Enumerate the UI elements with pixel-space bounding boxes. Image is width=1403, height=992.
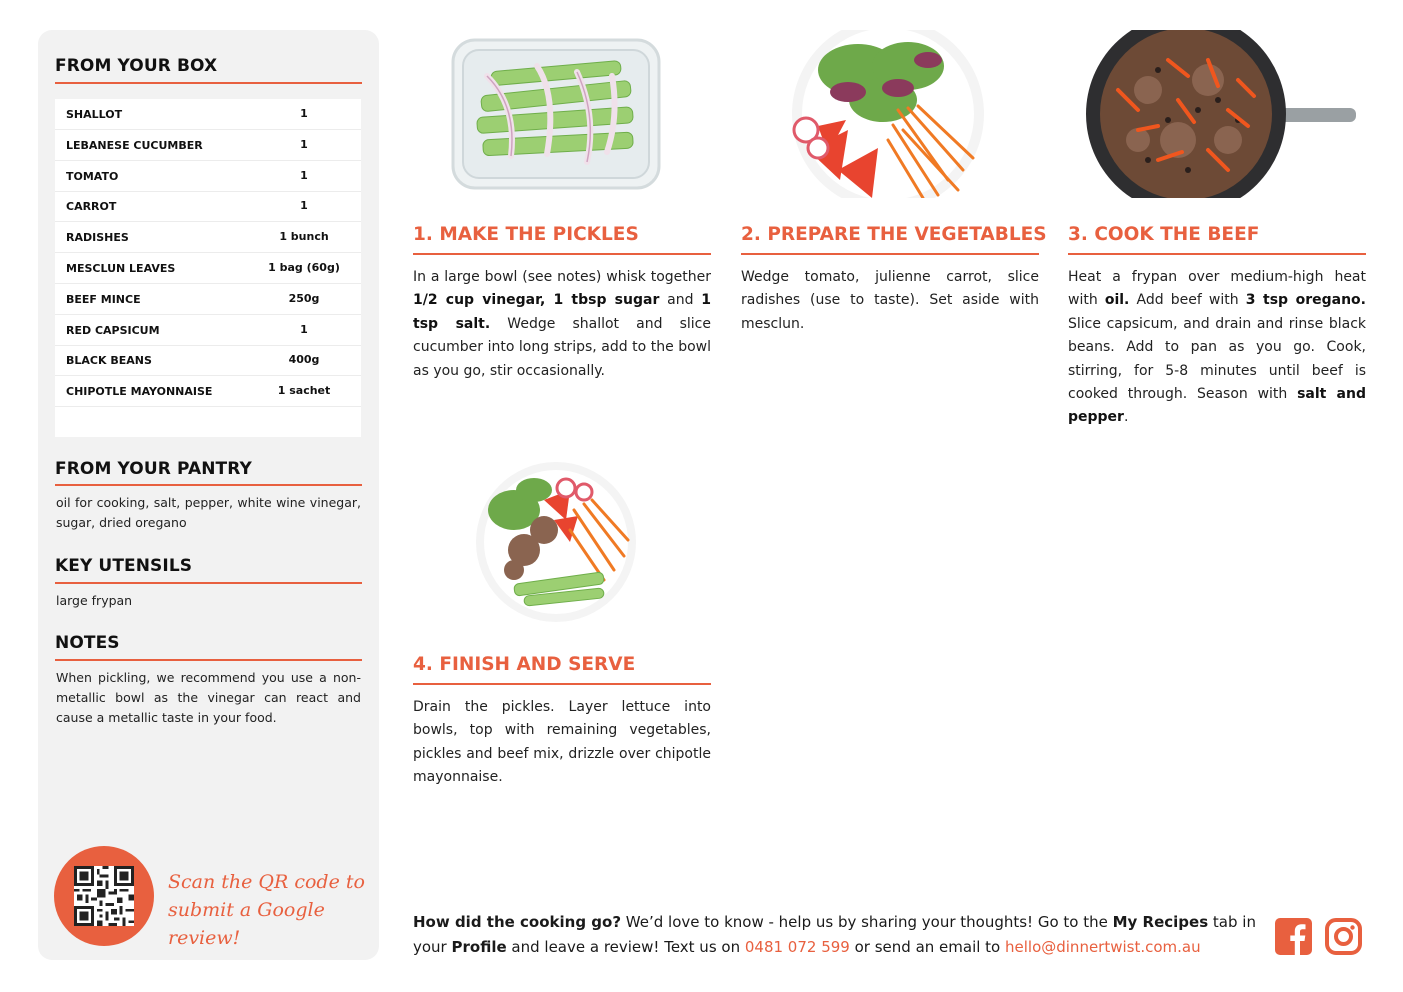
step-3-text: Add beef with [1129, 292, 1246, 309]
step-1-text: In a large bowl (see notes) whisk together [413, 269, 711, 285]
ingredient-name: MESCLUN LEAVES [66, 262, 176, 275]
step-4-rule [413, 683, 711, 685]
profile-reference: Profile [451, 938, 507, 956]
pantry-text: oil for cooking, salt, pepper, white wine vinegar, sugar, dried oregano [56, 495, 361, 530]
ingredient-row [55, 222, 361, 253]
pickles-container-image [447, 36, 665, 192]
ingredient-quantity: 1 [300, 107, 308, 120]
step-1-body [413, 266, 711, 383]
key-utensils-heading: KEY UTENSILS [55, 556, 193, 576]
step-1-text: Wedge shallot and slice cucumber into long strips, add to the bowl as you go, stir occasionally. [413, 315, 711, 379]
review-footer [413, 910, 1263, 960]
ingredient-name: LEBANESE CUCUMBER [66, 138, 203, 152]
step-4-text: Drain the pickles. Layer lettuce into bowls, top with remaining vegetables, pickles and beef mix, drizzle over chipotle mayonnaise. [413, 699, 711, 786]
ingredient-row [55, 345, 361, 376]
step-1-rule [413, 253, 711, 255]
ingredient-row [55, 161, 361, 192]
step-2-title: 2. PREPARE THE VEGETABLES [741, 224, 1047, 245]
step-4-body [413, 696, 711, 790]
ingredient-name: CHIPOTLE MAYONNAISE [66, 385, 213, 399]
step-3-emphasis: salt and pepper [1068, 386, 1366, 426]
ingredient-quantity: 1 bag (60g) [268, 261, 340, 274]
step-4-title: 4. FINISH AND SERVE [413, 654, 636, 675]
heading-rule [55, 484, 362, 486]
my-recipes-tab-reference: My Recipes [1112, 913, 1209, 931]
step-3-text: . [1123, 409, 1129, 426]
ingredient-quantity: 1 [300, 322, 308, 336]
ingredient-name: CARROT [66, 200, 117, 214]
ingredient-quantity: 250g [288, 291, 320, 305]
step-3-text: Slice capsicum, and drain and rinse black beans. Add to pan as you go. Cook, stirring, for 5-8 minutes until beef is cooked through. Season with [1068, 315, 1366, 403]
step-3-rule [1068, 253, 1366, 255]
footer-text: We’d love to know - help us by sharing your thoughts! Go to the [621, 913, 1113, 931]
ingredient-row [55, 315, 361, 346]
ingredient-quantity: 1 bunch [279, 230, 329, 244]
vegetables-bowl-image [788, 30, 988, 198]
footer-text: and leave a review! Text us on [506, 938, 745, 956]
step-3-title: 3. COOK THE BEEF [1068, 224, 1260, 245]
ingredients-table [55, 99, 361, 437]
step-2-body [741, 266, 1039, 336]
step-3-body [1068, 266, 1366, 430]
email-link[interactable]: hello@dinnertwist.com.au [1005, 938, 1201, 956]
step-3-text: Heat a frypan over medium-high heat with [1068, 269, 1366, 309]
notes-heading: NOTES [55, 633, 120, 653]
ingredient-name: SHALLOT [66, 108, 123, 121]
step-1-emphasis: 1/2 cup vinegar, 1 tbsp sugar [413, 292, 660, 309]
step-1-text: and [659, 292, 702, 309]
ingredient-row [55, 191, 361, 222]
ingredient-row [55, 130, 361, 161]
utensils-text: large frypan [56, 593, 133, 608]
beef-frypan-image [1078, 30, 1358, 198]
heading-rule [55, 82, 362, 84]
heading-rule [55, 582, 362, 584]
ingredient-name: BLACK BEANS [66, 354, 152, 368]
ingredient-name: RED CAPSICUM [66, 323, 160, 337]
step-1-emphasis: 1 tsp salt. [413, 292, 711, 332]
step-2-rule [741, 253, 1039, 255]
footer-text: tab in your [413, 913, 1256, 956]
qr-code-icon[interactable] [74, 866, 134, 926]
ingredient-quantity: 1 sachet [277, 384, 331, 398]
instagram-icon[interactable] [1325, 918, 1362, 955]
qr-review-prompt [168, 868, 368, 952]
ingredient-name: BEEF MINCE [66, 292, 141, 306]
notes-text: When pickling, we recommend you use a non-metallic bowl as the vinegar can react and cause a metallic taste in your food. [56, 670, 361, 725]
footer-question: How did the cooking go? [413, 913, 622, 931]
finished-bowl-image [474, 460, 638, 624]
qr-code-badge[interactable] [54, 846, 154, 946]
from-your-box-heading: FROM YOUR BOX [55, 56, 218, 76]
facebook-icon[interactable] [1275, 918, 1312, 955]
ingredient-quantity: 1 [300, 199, 308, 213]
ingredient-quantity: 1 [300, 168, 308, 182]
step-3-emphasis: 3 tsp oregano. [1245, 292, 1366, 309]
footer-text: or send an email to [849, 938, 1005, 956]
ingredient-name: RADISHES [66, 231, 129, 245]
step-1-title: 1. MAKE THE PICKLES [413, 224, 639, 245]
step-2-text: Wedge tomato, julienne carrot, slice radishes (use to taste). Set aside with mesclun. [741, 269, 1039, 332]
heading-rule [55, 659, 362, 661]
qr-prompt-line2: submit a Google review! [168, 899, 325, 949]
ingredient-name: TOMATO [66, 169, 119, 183]
phone-link[interactable]: 0481 072 599 [744, 938, 850, 956]
qr-prompt-line1: Scan the QR code to [168, 871, 365, 893]
ingredient-row [55, 253, 361, 284]
sidebar [38, 30, 379, 960]
ingredient-row [55, 99, 361, 130]
ingredient-row [55, 284, 361, 315]
ingredient-quantity: 400g [288, 353, 320, 367]
ingredient-row [55, 376, 361, 407]
ingredient-quantity: 1 [300, 137, 308, 151]
from-your-pantry-heading: FROM YOUR PANTRY [55, 459, 252, 479]
step-3-emphasis: oil. [1104, 292, 1130, 309]
